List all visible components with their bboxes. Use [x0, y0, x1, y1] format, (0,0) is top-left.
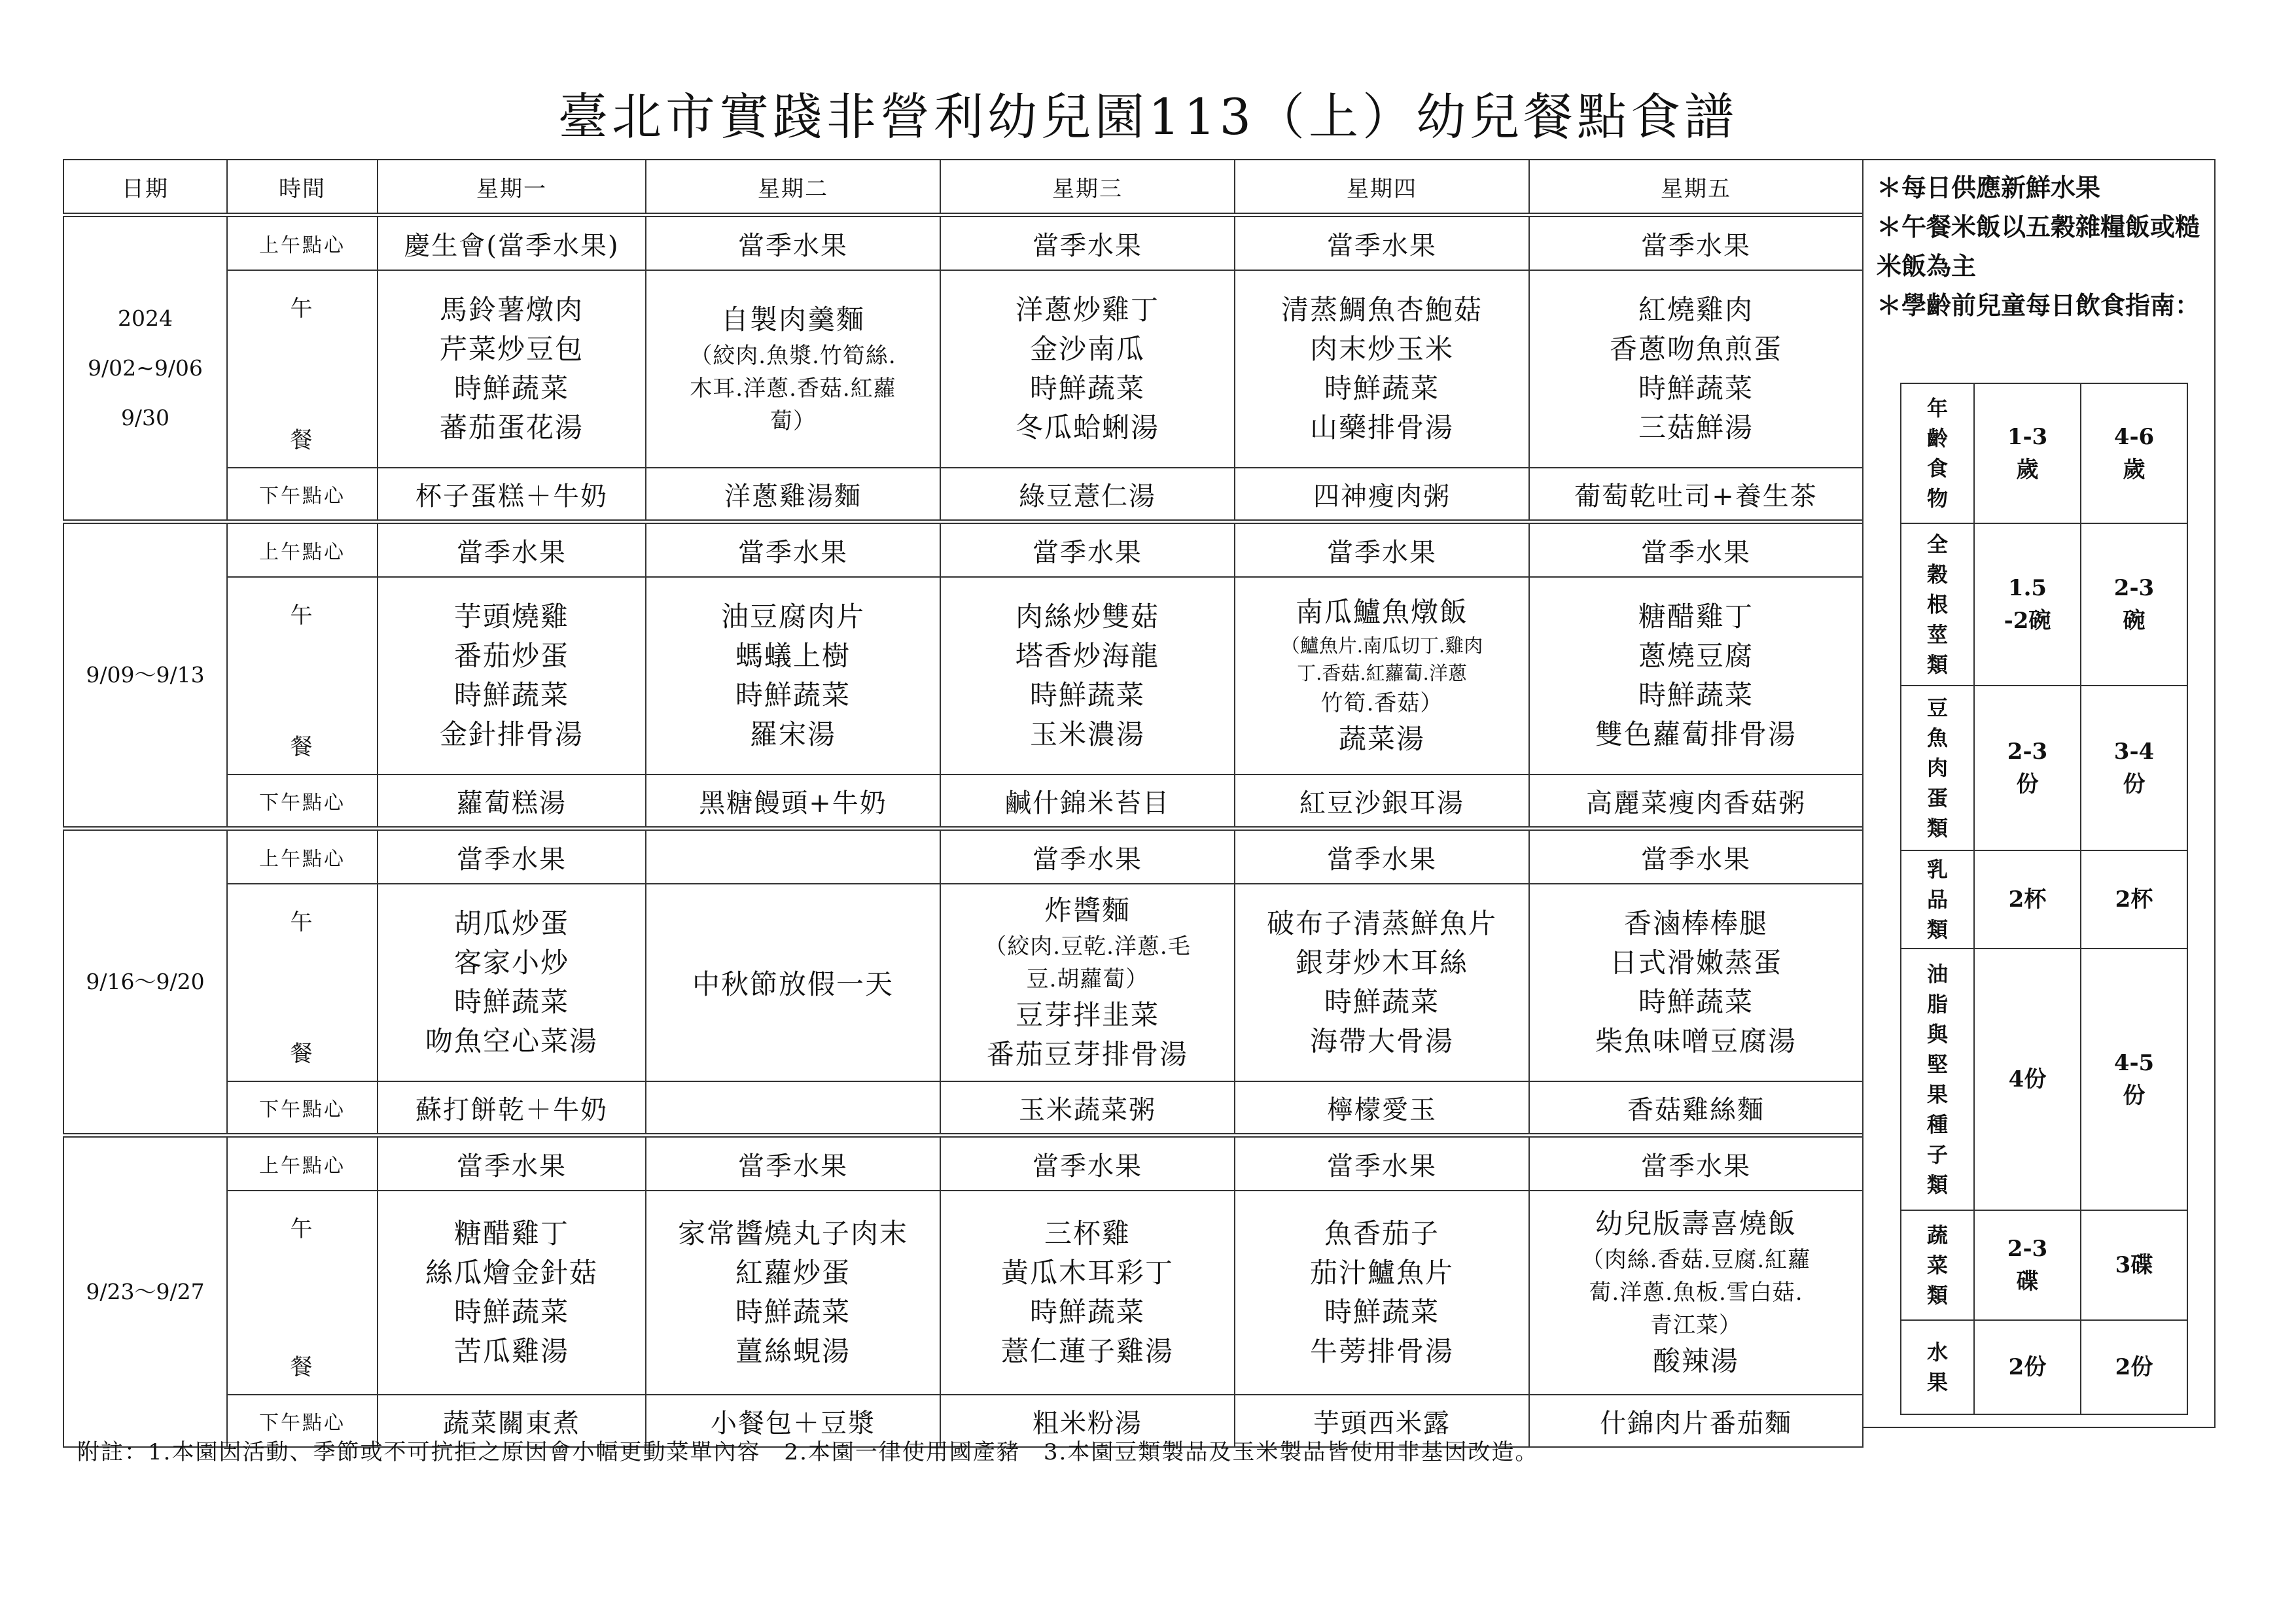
am-snack-row	[63, 215, 1863, 271]
pm-snack-cell: 綠豆薏仁湯	[940, 468, 1235, 522]
dish-item: 青江菜）	[1650, 1312, 1742, 1338]
pm-snack-cell: 黑糖饅頭+牛奶	[646, 775, 940, 829]
lunch-cell	[1235, 577, 1529, 775]
pm-snack-row	[63, 775, 1863, 829]
guide-amount-text: 4份	[2008, 1066, 2047, 1092]
dish-item: 銀芽炒木耳絲	[1295, 947, 1468, 979]
note-item: ＊學齡前兒童每日飲食指南：	[1877, 290, 2200, 320]
lunch-label	[227, 1191, 378, 1395]
dish-item: 絲瓜燴金針菇	[425, 1257, 598, 1289]
dish-item: 洋蔥炒雞丁	[1015, 294, 1159, 326]
am-snack-cell: 當季水果	[1235, 1136, 1529, 1191]
lunch-cell	[378, 270, 646, 468]
am-snack-label: 上午點心	[227, 829, 378, 884]
guide-header-row	[1901, 383, 2187, 523]
week-date	[63, 215, 227, 522]
dish-item: 時鮮蔬菜	[735, 679, 851, 711]
pm-snack-row	[63, 468, 1863, 522]
dish-item: 金針排骨湯	[439, 718, 584, 750]
lunch-cell	[378, 1191, 646, 1395]
dish-item: 蔔.洋蔥.魚板.雪白菇.	[1589, 1280, 1803, 1306]
dish-item: 胡瓜炒蛋	[453, 907, 569, 939]
am-snack-cell: 當季水果	[1235, 215, 1529, 271]
dish-item: 客家小炒	[453, 947, 569, 979]
week-date	[63, 829, 227, 1136]
dish-item: 番茄炒蛋	[453, 640, 569, 672]
footnote: 附註：1.本園因活動、季節或不可抗拒之原因會小幅更動菜單內容 2.本園一律使用國產豬 3.本園豆類製品及玉米製品皆使用非基因改造。	[77, 1439, 1539, 1465]
menu-table	[63, 159, 1863, 1448]
guide-category	[1901, 850, 1974, 949]
guide-row	[1901, 1320, 2187, 1414]
am-snack-label: 上午點心	[227, 215, 378, 271]
dish-item: 馬鈴薯燉肉	[439, 294, 584, 326]
guide-amount-text: 4-6歲	[2113, 424, 2155, 483]
pm-snack-cell: 蔬菜關東煮	[378, 1395, 646, 1447]
dish-item: 豆芽拌韭菜	[1015, 999, 1159, 1031]
holiday-cell: 中秋節放假一天	[646, 884, 940, 1081]
pm-snack-cell: 粗米粉湯	[940, 1395, 1235, 1447]
guide-row	[1901, 686, 2187, 850]
guide-category	[1901, 1210, 1974, 1320]
dish-item: 苦瓜雞湯	[453, 1335, 569, 1367]
week-date-line: 9/09～9/13	[86, 662, 205, 688]
guide-amount	[1974, 383, 2081, 523]
pm-snack-cell: 什錦肉片番茄麵	[1529, 1395, 1863, 1447]
guide-category-text: 乳品類	[1926, 857, 1948, 942]
dish-item: 時鮮蔬菜	[1638, 679, 1754, 711]
lunch-cell	[940, 1191, 1235, 1395]
diet-guide-table	[1900, 383, 2188, 1415]
week-date-line: 9/16～9/20	[86, 969, 205, 994]
guide-category	[1901, 383, 1974, 523]
guide-row	[1901, 523, 2187, 686]
note-item: ＊每日供應新鮮水果	[1877, 173, 2101, 202]
guide-amount	[1974, 949, 2081, 1210]
dish-item: 蔥燒豆腐	[1638, 640, 1754, 672]
dish-item: 幼兒版壽喜燒飯	[1595, 1208, 1797, 1240]
guide-amount-text: 2份	[2008, 1354, 2047, 1380]
header-date: 日期	[63, 160, 227, 215]
dish-item: 玉米濃湯	[1029, 718, 1145, 750]
dish-item: 糖醋雞丁	[453, 1217, 569, 1249]
guide-amount-text: 4-5份	[2113, 1050, 2155, 1109]
am-snack-row	[63, 522, 1863, 578]
dish-item: 竹筍.香菇）	[1320, 690, 1443, 716]
dish-item: （絞肉.豆乾.洋蔥.毛	[984, 934, 1191, 960]
lunch-cell	[378, 884, 646, 1081]
side-panel	[1862, 159, 2216, 1428]
dish-item: 蕃茄蛋花湯	[439, 411, 584, 444]
am-snack-cell: 當季水果	[1235, 829, 1529, 884]
week-date-line: 2024	[118, 305, 173, 331]
dish-item: 肉末炒玉米	[1309, 333, 1454, 365]
pm-snack-cell: 玉米蔬菜粥	[940, 1081, 1235, 1136]
am-snack-cell: 當季水果	[940, 1136, 1235, 1191]
lunch-cell	[378, 577, 646, 775]
header-day-tue: 星期二	[646, 160, 940, 215]
dish-item: （絞肉.魚漿.竹筍絲.	[690, 343, 896, 369]
guide-amount	[2081, 949, 2187, 1210]
week-date-line: 9/02~9/06	[88, 355, 203, 381]
header-day-thu: 星期四	[1235, 160, 1529, 215]
am-snack-cell: 當季水果	[378, 1136, 646, 1191]
lunch-label	[227, 270, 378, 468]
dish-item: 自製肉羹麵	[720, 304, 865, 336]
lunch-cell	[1529, 270, 1863, 468]
guide-amount	[1974, 1320, 2081, 1414]
guide-category-text: 蔬菜類	[1926, 1223, 1948, 1308]
dish-item: 香滷棒棒腿	[1623, 907, 1768, 939]
dish-item: 時鮮蔬菜	[453, 1296, 569, 1328]
pm-snack-cell: 蘿蔔糕湯	[378, 775, 646, 829]
lunch-cell	[646, 577, 940, 775]
guide-amount-text: 2-3碗	[2113, 575, 2155, 634]
dish-item: 時鮮蔬菜	[1324, 1296, 1439, 1328]
guide-amount	[1974, 1210, 2081, 1320]
dish-item: 海帶大骨湯	[1309, 1025, 1454, 1057]
dish-item: 炸醬麵	[1044, 894, 1131, 926]
pm-snack-label: 下午點心	[227, 1395, 378, 1447]
lunch-label-top: 午	[290, 909, 315, 935]
dish-item: 家常醬燒丸子肉末	[677, 1217, 908, 1249]
am-snack-cell: 當季水果	[1529, 522, 1863, 578]
lunch-label	[227, 577, 378, 775]
guide-category-text: 油脂與堅果種子類	[1926, 962, 1948, 1197]
dish-item: 時鮮蔬菜	[1638, 372, 1754, 404]
guide-category-text: 年齡食物	[1926, 396, 1948, 511]
guide-amount-text: 2-3份	[2007, 739, 2048, 797]
dish-item: 紅蘿炒蛋	[735, 1257, 851, 1289]
guide-category-text: 豆魚肉蛋類	[1926, 695, 1948, 841]
dish-item: 時鮮蔬菜	[453, 679, 569, 711]
dish-item: 薑絲蜆湯	[735, 1335, 851, 1367]
guide-amount-text: 2杯	[2115, 886, 2153, 913]
lunch-cell	[940, 577, 1235, 775]
dish-item: （鱸魚片.南瓜切丁.雞肉	[1280, 635, 1483, 657]
lunch-label-bottom: 餐	[290, 734, 315, 760]
dish-item: 螞蟻上樹	[735, 640, 851, 672]
guide-amount-text: 3-4份	[2113, 739, 2155, 797]
lunch-label-bottom: 餐	[290, 1041, 315, 1067]
am-snack-cell: 當季水果	[646, 522, 940, 578]
am-snack-cell: 當季水果	[1235, 522, 1529, 578]
note-item: ＊午餐米飯以五穀雜糧飯或糙米飯為主	[1877, 212, 2200, 281]
dish-item: 時鮮蔬菜	[1029, 372, 1145, 404]
dish-item: 雙色蘿蔔排骨湯	[1595, 718, 1797, 750]
dish-item: 柴魚味噌豆腐湯	[1595, 1025, 1797, 1057]
lunch-label-top: 午	[290, 296, 315, 322]
pm-snack-cell: 洋蔥雞湯麵	[646, 468, 940, 522]
pm-snack-label: 下午點心	[227, 468, 378, 522]
dish-item: 黃瓜木耳彩丁	[1000, 1257, 1174, 1289]
am-snack-cell: 當季水果	[378, 829, 646, 884]
guide-amount	[1974, 523, 2081, 686]
week-date-line: 9/30	[120, 405, 170, 430]
lunch-row	[63, 577, 1863, 775]
dish-item: 糖醋雞丁	[1638, 601, 1754, 633]
lunch-cell	[940, 884, 1235, 1081]
pm-snack-cell: 高麗菜瘦肉香菇粥	[1529, 775, 1863, 829]
dish-item: 三杯雞	[1044, 1217, 1131, 1249]
dish-item: 油豆腐肉片	[720, 601, 865, 633]
guide-amount	[1974, 850, 2081, 949]
dish-item: 時鮮蔬菜	[1638, 986, 1754, 1018]
pm-snack-cell: 四神瘦肉粥	[1235, 468, 1529, 522]
lunch-cell	[1529, 577, 1863, 775]
lunch-label-top: 午	[290, 602, 315, 629]
page-title: 臺北市實踐非營利幼兒園113（上）幼兒餐點食譜	[557, 88, 1739, 146]
pm-snack-label: 下午點心	[227, 775, 378, 829]
lunch-label-top: 午	[290, 1216, 315, 1242]
dish-item: 豆.胡蘿蔔）	[1026, 966, 1149, 992]
dish-item: 芋頭燒雞	[453, 601, 569, 633]
guide-amount	[1974, 686, 2081, 850]
lunch-cell	[646, 270, 940, 468]
guide-category	[1901, 686, 1974, 850]
dish-item: 時鮮蔬菜	[453, 372, 569, 404]
am-snack-cell: 當季水果	[940, 215, 1235, 271]
pm-snack-cell: 蘇打餅乾＋牛奶	[378, 1081, 646, 1136]
dish-item: 時鮮蔬菜	[1324, 986, 1439, 1018]
dish-item: 塔香炒海龍	[1015, 640, 1159, 672]
dish-item: 破布子清蒸鮮魚片	[1266, 907, 1497, 939]
dish-item: 時鮮蔬菜	[1029, 1296, 1145, 1328]
dish-item: 木耳.洋蔥.香菇.紅蘿	[690, 375, 896, 402]
dish-item: 時鮮蔬菜	[453, 986, 569, 1018]
am-snack-cell: 當季水果	[940, 829, 1235, 884]
lunch-row	[63, 884, 1863, 1081]
guide-row	[1901, 1210, 2187, 1320]
dish-item: 番茄豆芽排骨湯	[986, 1038, 1188, 1070]
guide-amount	[2081, 1210, 2187, 1320]
dish-item: 芹菜炒豆包	[439, 333, 584, 365]
dish-item: 丁.香菇.紅蘿蔔.洋蔥	[1297, 662, 1467, 684]
guide-amount	[2081, 523, 2187, 686]
pm-snack-label: 下午點心	[227, 1081, 378, 1136]
header-time: 時間	[227, 160, 378, 215]
dish-item: 羅宋湯	[749, 718, 836, 750]
lunch-cell	[1529, 1191, 1863, 1395]
pm-snack-cell: 鹹什錦米苔目	[940, 775, 1235, 829]
guide-amount-text: 1.5-2碗	[2004, 575, 2051, 634]
dish-item: 牛蒡排骨湯	[1309, 1335, 1454, 1367]
dish-item: 茄汁鱸魚片	[1309, 1257, 1454, 1289]
pm-snack-cell: 杯子蛋糕＋牛奶	[378, 468, 646, 522]
dish-item: 蔔）	[770, 408, 816, 434]
dish-item: 蔬菜湯	[1338, 723, 1425, 755]
am-snack-cell: 當季水果	[646, 215, 940, 271]
guide-amount	[2081, 850, 2187, 949]
guide-amount-text: 2份	[2115, 1354, 2153, 1380]
header-day-wed: 星期三	[940, 160, 1235, 215]
lunch-cell	[1529, 884, 1863, 1081]
pm-snack-cell: 香菇雞絲麵	[1529, 1081, 1863, 1136]
lunch-row	[63, 1191, 1863, 1395]
week-date-line: 9/23～9/27	[86, 1279, 205, 1304]
dish-item: 冬瓜蛤蜊湯	[1015, 411, 1159, 444]
pm-snack-cell: 芋頭西米露	[1235, 1395, 1529, 1447]
lunch-cell	[1235, 884, 1529, 1081]
am-snack-label: 上午點心	[227, 1136, 378, 1191]
notes-list	[1877, 168, 2204, 325]
dish-item: 南瓜鱸魚燉飯	[1295, 596, 1468, 628]
am-snack-cell	[646, 829, 940, 884]
am-snack-row	[63, 1136, 1863, 1191]
am-snack-cell: 當季水果	[1529, 829, 1863, 884]
lunch-label-bottom: 餐	[290, 1354, 315, 1380]
header-day-fri: 星期五	[1529, 160, 1863, 215]
am-snack-label: 上午點心	[227, 522, 378, 578]
lunch-cell	[940, 270, 1235, 468]
guide-row	[1901, 949, 2187, 1210]
dish-item: 香蔥吻魚煎蛋	[1609, 333, 1782, 365]
guide-category	[1901, 523, 1974, 686]
guide-amount-text: 1-3歲	[2007, 424, 2048, 483]
dish-item: 吻魚空心菜湯	[425, 1025, 598, 1057]
am-snack-cell: 當季水果	[646, 1136, 940, 1191]
am-snack-cell: 慶生會(當季水果)	[378, 215, 646, 271]
am-snack-cell: 當季水果	[1529, 1136, 1863, 1191]
pm-snack-cell: 小餐包＋豆漿	[646, 1395, 940, 1447]
lunch-label-bottom: 餐	[290, 427, 315, 453]
dish-item: 肉絲炒雙菇	[1015, 601, 1159, 633]
dish-item: 山藥排骨湯	[1309, 411, 1454, 444]
pm-snack-cell: 紅豆沙銀耳湯	[1235, 775, 1529, 829]
guide-category-text: 全穀根莖類	[1926, 532, 1948, 677]
dish-item: 紅燒雞肉	[1638, 294, 1754, 326]
week-date	[63, 1136, 227, 1448]
pm-snack-cell: 檸檬愛玉	[1235, 1081, 1529, 1136]
dish-item: 金沙南瓜	[1029, 333, 1145, 365]
dish-item: （肉絲.香菇.豆腐.紅蘿	[1581, 1247, 1811, 1273]
guide-category	[1901, 1320, 1974, 1414]
lunch-label	[227, 884, 378, 1081]
guide-amount	[2081, 383, 2187, 523]
guide-category	[1901, 949, 1974, 1210]
am-snack-cell: 當季水果	[1529, 215, 1863, 271]
lunch-row	[63, 270, 1863, 468]
dish-item: 時鮮蔬菜	[735, 1296, 851, 1328]
am-snack-row	[63, 829, 1863, 884]
dish-item: 清蒸鯛魚杏鮑菇	[1280, 294, 1483, 326]
pm-snack-row	[63, 1081, 1863, 1136]
lunch-cell	[1235, 1191, 1529, 1395]
guide-amount-text: 3碟	[2115, 1252, 2153, 1278]
am-snack-cell: 當季水果	[940, 522, 1235, 578]
guide-amount	[2081, 686, 2187, 850]
dish-item: 三菇鮮湯	[1638, 411, 1754, 444]
week-date	[63, 522, 227, 829]
dish-item: 時鮮蔬菜	[1029, 679, 1145, 711]
pm-snack-cell: 葡萄乾吐司+養生茶	[1529, 468, 1863, 522]
dish-item: 日式滑嫩蒸蛋	[1609, 947, 1782, 979]
am-snack-cell: 當季水果	[378, 522, 646, 578]
lunch-cell	[1235, 270, 1529, 468]
header-day-mon: 星期一	[378, 160, 646, 215]
guide-amount-text: 2-3碟	[2007, 1236, 2048, 1295]
guide-amount	[2081, 1320, 2187, 1414]
dish-item: 魚香茄子	[1324, 1217, 1439, 1249]
guide-category-text: 水果	[1926, 1340, 1948, 1395]
dish-item: 酸辣湯	[1652, 1345, 1739, 1377]
header-row	[63, 160, 1863, 215]
pm-snack-cell	[646, 1081, 940, 1136]
dish-item: 時鮮蔬菜	[1324, 372, 1439, 404]
guide-amount-text: 2杯	[2008, 886, 2047, 913]
lunch-cell	[646, 1191, 940, 1395]
dish-item: 薏仁蓮子雞湯	[1000, 1335, 1174, 1367]
guide-row	[1901, 850, 2187, 949]
